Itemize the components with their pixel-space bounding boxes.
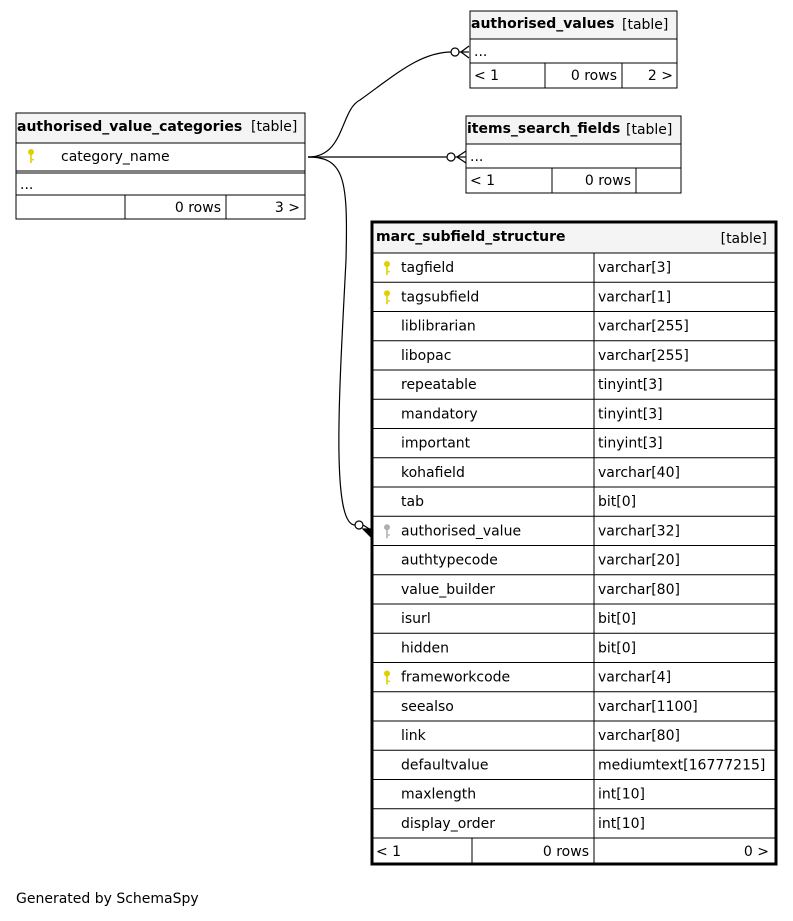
- column-type: bit[0]: [598, 494, 637, 510]
- edge-to-authorised-values: [308, 52, 452, 157]
- edge-to-marc-subfield-structure: [308, 157, 355, 525]
- column-name: defaultvalue: [401, 757, 489, 774]
- table-type-tag: [table]: [626, 122, 673, 138]
- column-name: kohafield: [401, 464, 465, 481]
- column-type: varchar[32]: [598, 523, 680, 540]
- columns-ellipsis: ...: [474, 44, 488, 60]
- column-type: varchar[1100]: [598, 698, 698, 715]
- parents-count[interactable]: < 1: [474, 68, 500, 84]
- row-count: 0 rows: [542, 844, 589, 860]
- column-type: varchar[20]: [598, 552, 680, 569]
- column-type: mediumtext[16777215]: [598, 757, 766, 774]
- table-name: items_search_fields: [467, 121, 621, 137]
- column-name: repeatable: [401, 377, 477, 393]
- column-type: varchar[4]: [598, 669, 672, 686]
- generated-by-note: Generated by SchemaSpy: [16, 891, 199, 907]
- children-count[interactable]: 3 >: [274, 200, 300, 216]
- column-name: libopac: [401, 347, 452, 364]
- column-type: tinyint[3]: [598, 435, 663, 452]
- row-count: 0 rows: [584, 173, 631, 189]
- table-type-tag: [table]: [720, 231, 767, 247]
- column-name: maxlength: [401, 786, 477, 803]
- edge-endpoint-marc-subfield-structure: [355, 521, 372, 538]
- column-rows: [372, 253, 776, 838]
- column-type: bit[0]: [598, 611, 637, 627]
- column-type: varchar[255]: [598, 347, 689, 364]
- column-name: isurl: [401, 611, 431, 627]
- children-count[interactable]: 2 >: [647, 68, 673, 84]
- column-name: liblibrarian: [401, 318, 476, 335]
- table-authorised-value-categories[interactable]: [16, 113, 305, 219]
- table-type-tag: [table]: [622, 17, 669, 33]
- column-name: authtypecode: [401, 552, 498, 569]
- table-name: authorised_values: [471, 16, 615, 32]
- edge-endpoint-items-search-fields: [447, 151, 466, 163]
- column-name: link: [401, 728, 426, 744]
- column-type: varchar[80]: [598, 728, 680, 744]
- column-type: int[10]: [598, 786, 645, 803]
- column-type: tinyint[3]: [598, 406, 663, 423]
- column-name: seealso: [401, 698, 454, 715]
- table-marc-subfield-structure[interactable]: [372, 222, 776, 864]
- column-type: varchar[3]: [598, 260, 672, 276]
- edge-endpoint-authorised-values: [451, 46, 469, 58]
- column-type: varchar[80]: [598, 581, 680, 598]
- column-name: value_builder: [401, 581, 496, 598]
- columns-ellipsis: ...: [20, 177, 34, 193]
- table-authorised-values[interactable]: [470, 11, 677, 88]
- column-category-name: category_name: [61, 149, 170, 165]
- column-name: frameworkcode: [401, 669, 511, 686]
- column-name: tagsubfield: [401, 289, 480, 306]
- column-name: tab: [401, 494, 424, 510]
- column-name: mandatory: [401, 406, 478, 423]
- column-type: bit[0]: [598, 640, 637, 657]
- column-type: varchar[255]: [598, 318, 689, 335]
- column-name: hidden: [401, 640, 450, 657]
- row-count: 0 rows: [174, 200, 221, 216]
- table-items-search-fields[interactable]: [466, 116, 681, 193]
- table-name: marc_subfield_structure: [376, 229, 566, 245]
- column-type: varchar[40]: [598, 464, 680, 481]
- column-name: tagfield: [401, 260, 455, 276]
- column-type: varchar[1]: [598, 289, 672, 306]
- column-name: important: [401, 435, 471, 452]
- column-name: authorised_value: [401, 523, 522, 540]
- column-type: tinyint[3]: [598, 377, 663, 393]
- children-count[interactable]: 0 >: [743, 844, 769, 860]
- table-name: authorised_value_categories: [17, 119, 243, 135]
- row-count: 0 rows: [570, 68, 617, 84]
- columns-ellipsis: ...: [470, 149, 484, 165]
- column-type: int[10]: [598, 815, 645, 832]
- column-name: display_order: [401, 815, 496, 832]
- parents-count[interactable]: < 1: [470, 173, 496, 189]
- parents-count[interactable]: < 1: [376, 844, 402, 860]
- table-type-tag: [table]: [251, 119, 298, 135]
